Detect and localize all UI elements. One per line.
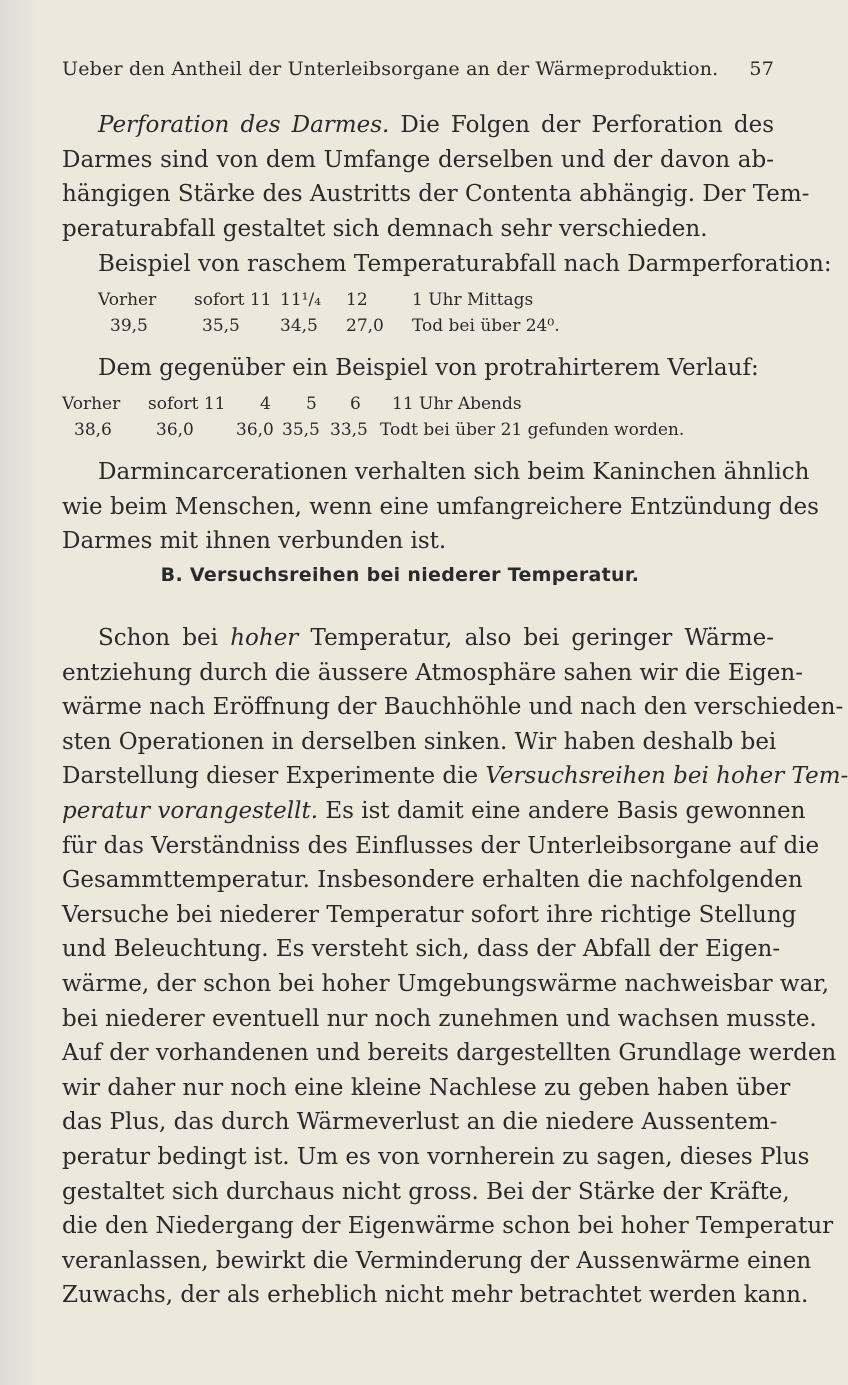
table-cell: 38,6 <box>74 420 112 440</box>
table-row-temps <box>62 418 762 443</box>
paragraph-line: Schon bei hoher Temperatur, also bei geringer Wärme- <box>98 625 774 651</box>
table-row-times <box>98 288 658 313</box>
table-cell: 12 <box>346 290 368 310</box>
paragraph-line: wie beim Menschen, wenn eine umfangreichere Entzündung des <box>62 493 819 520</box>
table-cell: 39,5 <box>110 316 148 336</box>
paragraph-line: die den Niedergang der Eigenwärme schon bei hoher Temperatur <box>62 1213 834 1240</box>
table-cell: 11¹/₄ <box>280 290 321 310</box>
paragraph-line: peratur vorangestellt. Es ist damit eine andere Basis gewonnen <box>62 797 806 824</box>
temperature-table-rapid <box>98 288 658 342</box>
table-cell: 4 <box>260 394 271 414</box>
paragraph-line: hängigen Stärke des Austritts der Contenta abhängig. Der Tem- <box>62 181 810 208</box>
paragraph-line: wärme nach Eröffnung der Bauchhöhle und nach den verschieden- <box>62 694 844 721</box>
paragraph-line: Auf der vorhandenen und bereits dargestellten Grundlage werden <box>62 1040 837 1067</box>
paragraph-line: bei niederer eventuell nur noch zunehmen und wachsen musste. <box>62 1005 817 1032</box>
table-cell: Vorher <box>98 290 157 310</box>
paragraph-line: sten Operationen in derselben sinken. Wir haben deshalb bei <box>62 728 777 755</box>
table-cell: sofort 11 <box>194 290 272 310</box>
paragraph-line: Darmes sind von dem Umfange derselben und der davon ab- <box>62 146 774 173</box>
table-row-times <box>62 392 762 417</box>
paragraph-line: Dem gegenüber ein Beispiel von protrahirterem Verlauf: <box>98 355 759 381</box>
paragraph-line: Darstellung dieser Experimente die Versuchsreihen bei hoher Tem- <box>62 763 848 790</box>
page-number: 57 <box>749 58 774 80</box>
paragraph-line: wir daher nur noch eine kleine Nachlese zu geben haben über <box>62 1074 791 1101</box>
italic-phrase: Versuchsreihen bei hoher Tem- <box>485 763 848 790</box>
table-cell: Tod bei über 24⁰. <box>412 316 560 336</box>
table-cell: 36,0 <box>156 420 194 440</box>
paragraph-incarceration <box>62 455 819 559</box>
table-cell: sofort 11 <box>148 394 226 414</box>
paragraph-line: peraturabfall gestaltet sich demnach sehr verschieden. <box>62 215 708 242</box>
paragraph-line: und Beleuchtung. Es versteht sich, dass der Abfall der Eigen- <box>62 936 781 963</box>
table-cell: 5 <box>306 394 317 414</box>
italic-lead: Perforation des Darmes. <box>98 112 390 138</box>
italic-phrase: hoher <box>230 625 299 651</box>
table-cell: 6 <box>350 394 361 414</box>
table-cell: 35,5 <box>202 316 240 336</box>
table-cell: Vorher <box>62 394 121 414</box>
paragraph-line: Darmincarcerationen verhalten sich beim Kaninchen ähnlich <box>98 459 810 485</box>
paragraph-line: Versuche bei niederer Temperatur sofort ihre richtige Stellung <box>62 901 797 928</box>
paragraph-perforation <box>62 108 810 246</box>
table-cell: 33,5 <box>330 420 368 440</box>
table-cell: 27,0 <box>346 316 384 336</box>
paragraph-line: für das Verständniss des Einflusses der Unterleibsorgane auf die <box>62 832 820 859</box>
paragraph-low-temperature <box>62 621 848 1313</box>
temperature-table-protracted <box>62 392 762 446</box>
paragraph-line: wärme, der schon bei hoher Umgebungswärme nachweisbar war, <box>62 970 830 997</box>
paragraph-line: entziehung durch die äussere Atmosphäre sahen wir die Eigen- <box>62 659 803 686</box>
paragraph-example-rapid <box>62 247 832 282</box>
paragraph-line: gestaltet sich durchaus nicht gross. Bei der Stärke der Kräfte, <box>62 1178 790 1205</box>
paragraph-line: peratur bedingt ist. Um es von vornherein zu sagen, dieses Plus <box>62 1143 810 1170</box>
paragraph-line: das Plus, das durch Wärmeverlust an die niedere Aussentem- <box>62 1109 778 1136</box>
paragraph-line: Darmes mit ihnen verbunden ist. <box>62 528 447 555</box>
section-heading: B. Versuchsreihen bei niederer Temperatur. <box>160 564 640 586</box>
table-row-temps <box>98 314 658 339</box>
running-head-title: Ueber den Antheil der Unterleibsorgane an der Wärmeproduktion. <box>62 58 719 80</box>
paragraph-line: Beispiel von raschem Temperaturabfall nach Darmperforation: <box>98 251 832 277</box>
table-cell: 34,5 <box>280 316 318 336</box>
paragraph-line: Perforation des Darmes. Die Folgen der Perforation des <box>98 112 774 138</box>
italic-phrase: peratur vorangestellt. <box>62 797 319 824</box>
paragraph-line: Gesammttemperatur. Insbesondere erhalten die nachfolgenden <box>62 867 803 894</box>
table-cell: 35,5 <box>282 420 320 440</box>
table-cell: 11 Uhr Abends <box>392 394 522 414</box>
table-cell: Todt bei über 21 gefunden worden. <box>380 420 685 440</box>
paragraph-line: Zuwachs, der als erheblich nicht mehr betrachtet werden kann. <box>62 1282 809 1309</box>
paragraph-example-protracted <box>62 351 774 386</box>
table-cell: 1 Uhr Mittags <box>412 290 534 310</box>
paragraph-line: veranlassen, bewirkt die Verminderung der Aussenwärme einen <box>62 1247 812 1274</box>
table-cell: 36,0 <box>236 420 274 440</box>
